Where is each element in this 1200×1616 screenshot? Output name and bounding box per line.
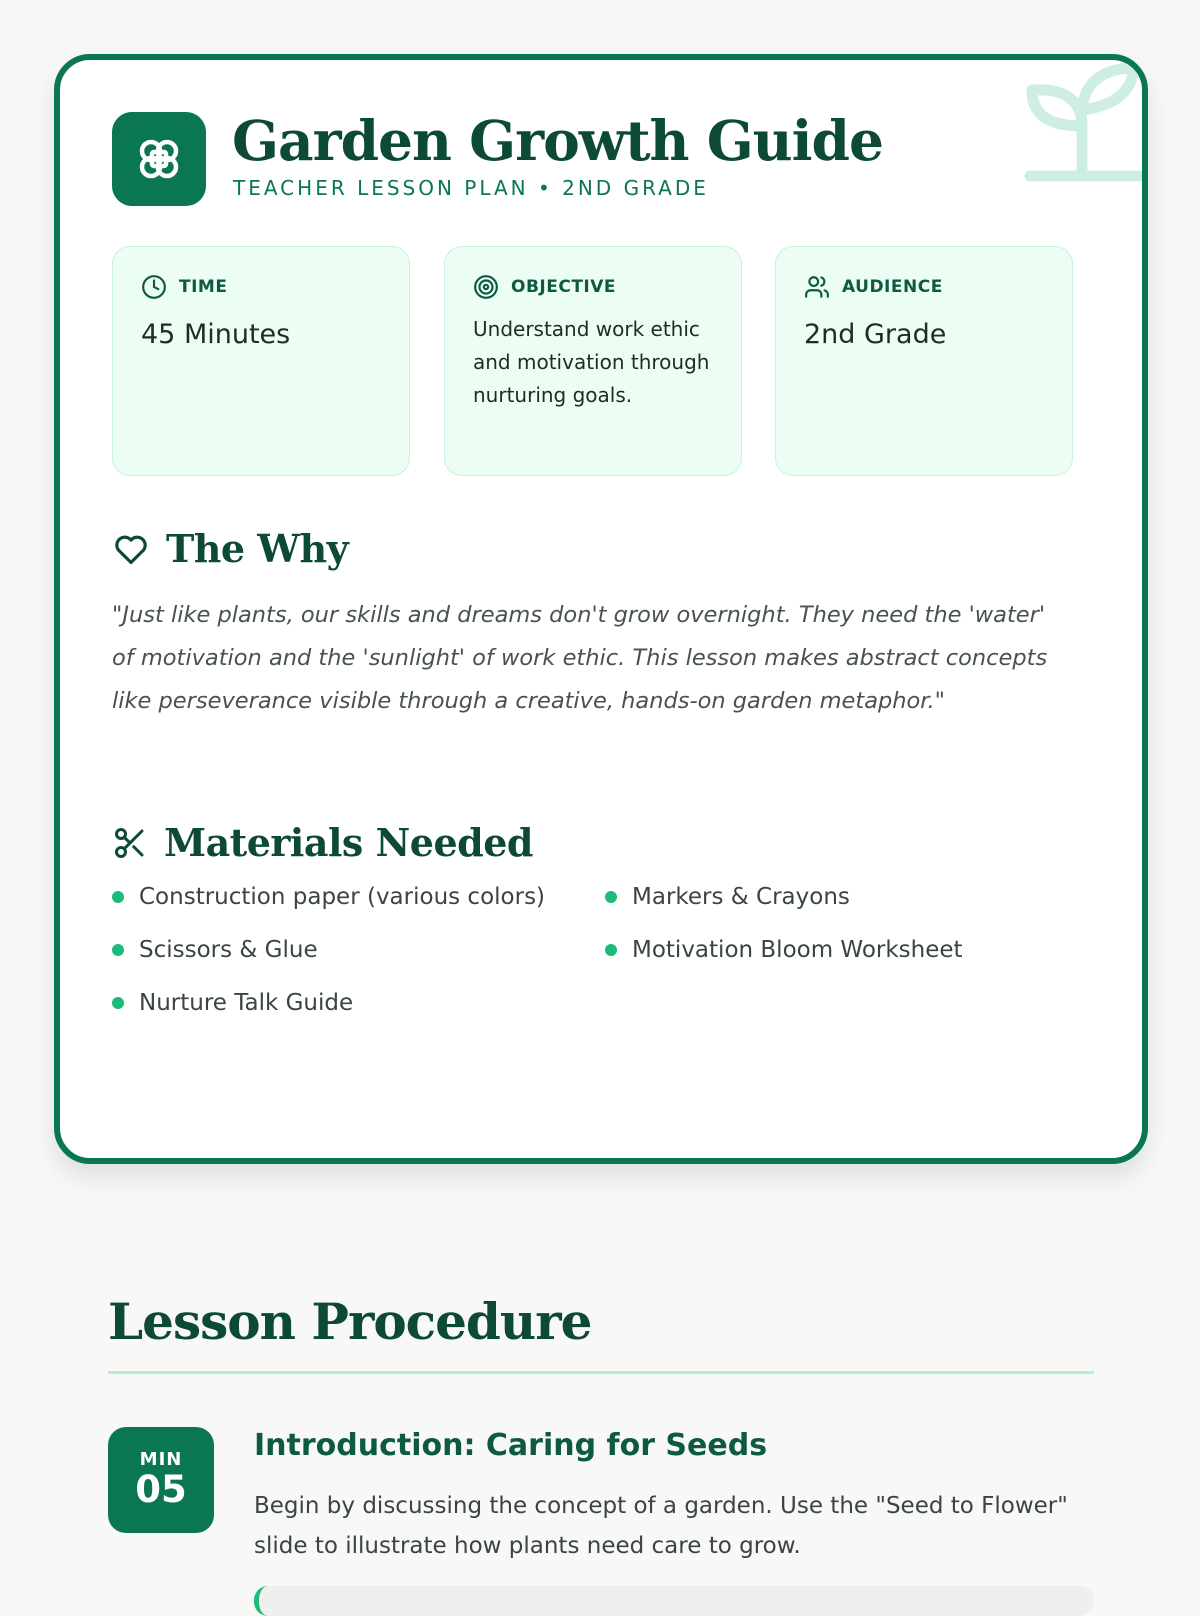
list-item: Markers & Crayons xyxy=(605,884,850,910)
step-note-box xyxy=(254,1586,1094,1616)
sprout-icon xyxy=(1012,60,1142,190)
lesson-card xyxy=(54,54,1148,1164)
info-card-audience xyxy=(775,246,1073,476)
info-card-objective xyxy=(444,246,742,476)
info-card-time xyxy=(112,246,410,476)
list-item: Construction paper (various colors) xyxy=(112,884,545,910)
target-icon xyxy=(473,274,499,300)
flower-icon xyxy=(112,112,206,206)
why-heading xyxy=(112,526,348,571)
list-item: Nurture Talk Guide xyxy=(112,990,353,1016)
list-item: Scissors & Glue xyxy=(112,937,318,963)
heart-icon xyxy=(112,530,150,568)
info-value: 45 Minutes xyxy=(141,319,291,350)
materials-heading xyxy=(112,820,533,865)
info-label: AUDIENCE xyxy=(842,277,943,297)
step-title: Introduction: Caring for Seeds xyxy=(254,1428,768,1463)
list-item: Motivation Bloom Worksheet xyxy=(605,937,963,963)
why-title: The Why xyxy=(166,526,349,571)
minutes-badge xyxy=(108,1427,214,1533)
minutes-value: 05 xyxy=(135,1468,187,1511)
info-value: Understand work ethic and motivation through nurturing goals. xyxy=(473,317,710,407)
page-subtitle: TEACHER LESSON PLAN • 2ND GRADE xyxy=(233,176,709,200)
info-label: OBJECTIVE xyxy=(511,277,617,297)
info-label: TIME xyxy=(179,277,228,297)
info-value: 2nd Grade xyxy=(804,319,947,350)
why-text: "Just like plants, our skills and dreams don't grow overnight. They need the 'water' of motivation and the 'sunlight' of work ethic. This lesson makes abstract concepts like perseverance visible through a creative, hands-on garden metaphor." xyxy=(112,602,1048,714)
scissors-icon xyxy=(112,825,148,861)
clock-icon xyxy=(141,274,167,300)
page-title: Garden Growth Guide xyxy=(232,108,883,173)
minutes-label: MIN xyxy=(139,1449,183,1470)
divider xyxy=(108,1371,1094,1374)
materials-title: Materials Needed xyxy=(164,820,533,865)
users-icon xyxy=(804,274,830,300)
procedure-title: Lesson Procedure xyxy=(108,1292,592,1351)
step-text: Begin by discussing the concept of a garden. Use the "Seed to Flower" slide to illustrate how plants need care to grow. xyxy=(254,1493,1068,1559)
